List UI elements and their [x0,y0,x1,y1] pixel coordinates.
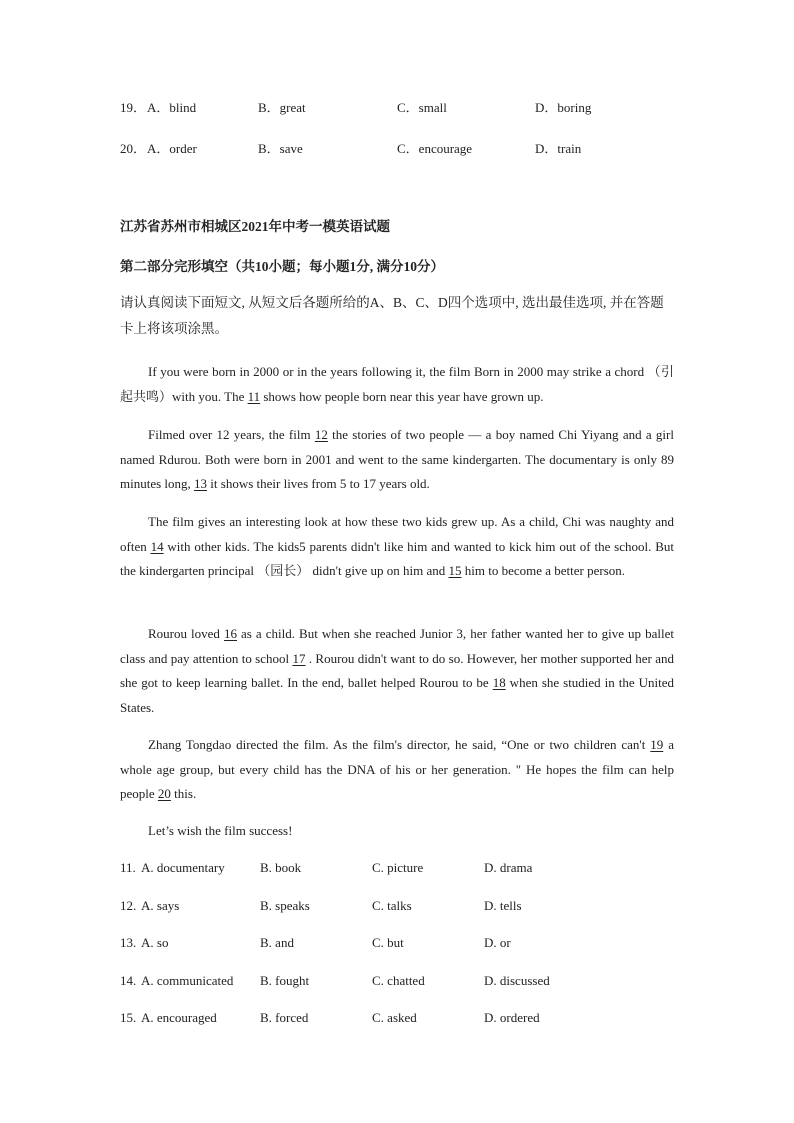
option-a: A. says [141,898,180,913]
passage-paragraph-3 [120,510,674,584]
passage-text: when she studied in the United States. [120,675,675,715]
passage-text: a whole age group, but every child has the DNA of his or her generation. " He hopes the film can help people [120,737,674,801]
blank-11: 11 [247,388,261,404]
passage-text: the stories of two people — a boy named Chi Yiyang and a girl named Rdurou. Both were born in 2001 and went to the same kindergarten. The documentary is only 89 minutes long, [120,427,674,491]
blank-14: 14 [150,538,164,554]
exam-title: 江苏省苏州市相城区2021年中考一模英语试题 [120,219,390,234]
option-a: A. so [141,935,169,950]
passage-text: as a child. But when she reached Junior 3, her father wanted her to give up ballet class and pay attention to school [120,626,674,666]
option-c: C．small [397,100,447,115]
option-d: D．train [535,141,582,156]
option-d: D. or [484,935,511,950]
option-b: B．great [258,100,306,115]
passage-text: Rourou loved [148,626,224,641]
question-number: 19． [120,100,147,115]
option-c: C．encourage [397,141,473,156]
question-number: 13. [120,935,137,950]
passage-text: this. [170,786,197,801]
passage-paragraph-2 [120,423,674,497]
passage-text: shows how people born near this year have grown up. [260,388,544,404]
passage-text: with other kids. The kids5 parents didn't like him and wanted to kick him out of the school. But the kindergarten principal （园长） didn't give up on him and [120,538,674,578]
option-a: A．blind [147,100,197,115]
passage-paragraph-1 [120,360,674,409]
question-number: 20． [120,141,147,156]
blank-20: 20 [157,786,171,801]
option-b: B. fought [260,973,310,988]
question-number: 11. [120,860,136,875]
option-d: D. ordered [484,1010,540,1025]
question-number: 15. [120,1010,137,1025]
blank-13: 13 [194,476,208,491]
blank-12: 12 [314,427,328,442]
part-title: 第二部分完形填空（共10小题；每小题1分, 满分10分） [120,259,444,274]
option-b: B. forced [260,1010,309,1025]
option-b: B．save [258,141,303,156]
passage-paragraph-6: Let’s wish the film success! [148,823,293,838]
option-c: C. asked [372,1010,417,1025]
passage-text: Filmed over 12 years, the film [148,427,315,442]
passage-paragraph-4 [120,622,674,720]
option-c: C. chatted [372,973,425,988]
passage-text: The film gives an interesting look at how these two kids grew up. As a child, Chi was naughty and often [120,514,674,554]
option-a: A．order [147,141,197,156]
blank-18: 18 [492,675,506,690]
option-b: B. and [260,935,294,950]
option-a: A. communicated [141,973,234,988]
option-c: C. talks [372,898,412,913]
blank-19: 19 [650,737,664,752]
option-d: D. discussed [484,973,550,988]
option-a: A. documentary [141,860,225,875]
option-c: C. picture [372,860,424,875]
option-b: B. book [260,860,302,875]
blank-17: 17 [292,650,306,666]
passage-text: it shows their lives from 5 to 17 years old. [207,476,430,491]
option-c: C. but [372,935,404,950]
passage-text: Zhang Tongdao directed the film. As the film's director, he said, “One or two children can't [148,737,651,752]
passage-text: . Rourou didn't want to do so. However, her mother supported her and she got to keep learning ballet. In the end, ballet helped Rourou to be [120,650,674,690]
blank-15: 15 [448,563,462,578]
passage-paragraph-5 [120,733,674,807]
blank-16: 16 [223,626,237,641]
passage-text: If you were born in 2000 or in the years following it, the film Born in 2000 may strike a chord （引起共鸣）with you. The [120,364,674,404]
instruction: 请认真阅读下面短文, 从短文后各题所给的A、B、C、D四个选项中, 选出最佳选项, 并在答题卡上将该项涂黑。 [120,295,664,336]
option-d: D．boring [535,100,592,115]
option-d: D. drama [484,860,533,875]
option-b: B. speaks [260,898,310,913]
option-d: D. tells [484,898,522,913]
question-number: 14. [120,973,137,988]
question-number: 12. [120,898,137,913]
option-a: A. encouraged [141,1010,217,1025]
passage-text: him to become a better person. [461,563,626,578]
